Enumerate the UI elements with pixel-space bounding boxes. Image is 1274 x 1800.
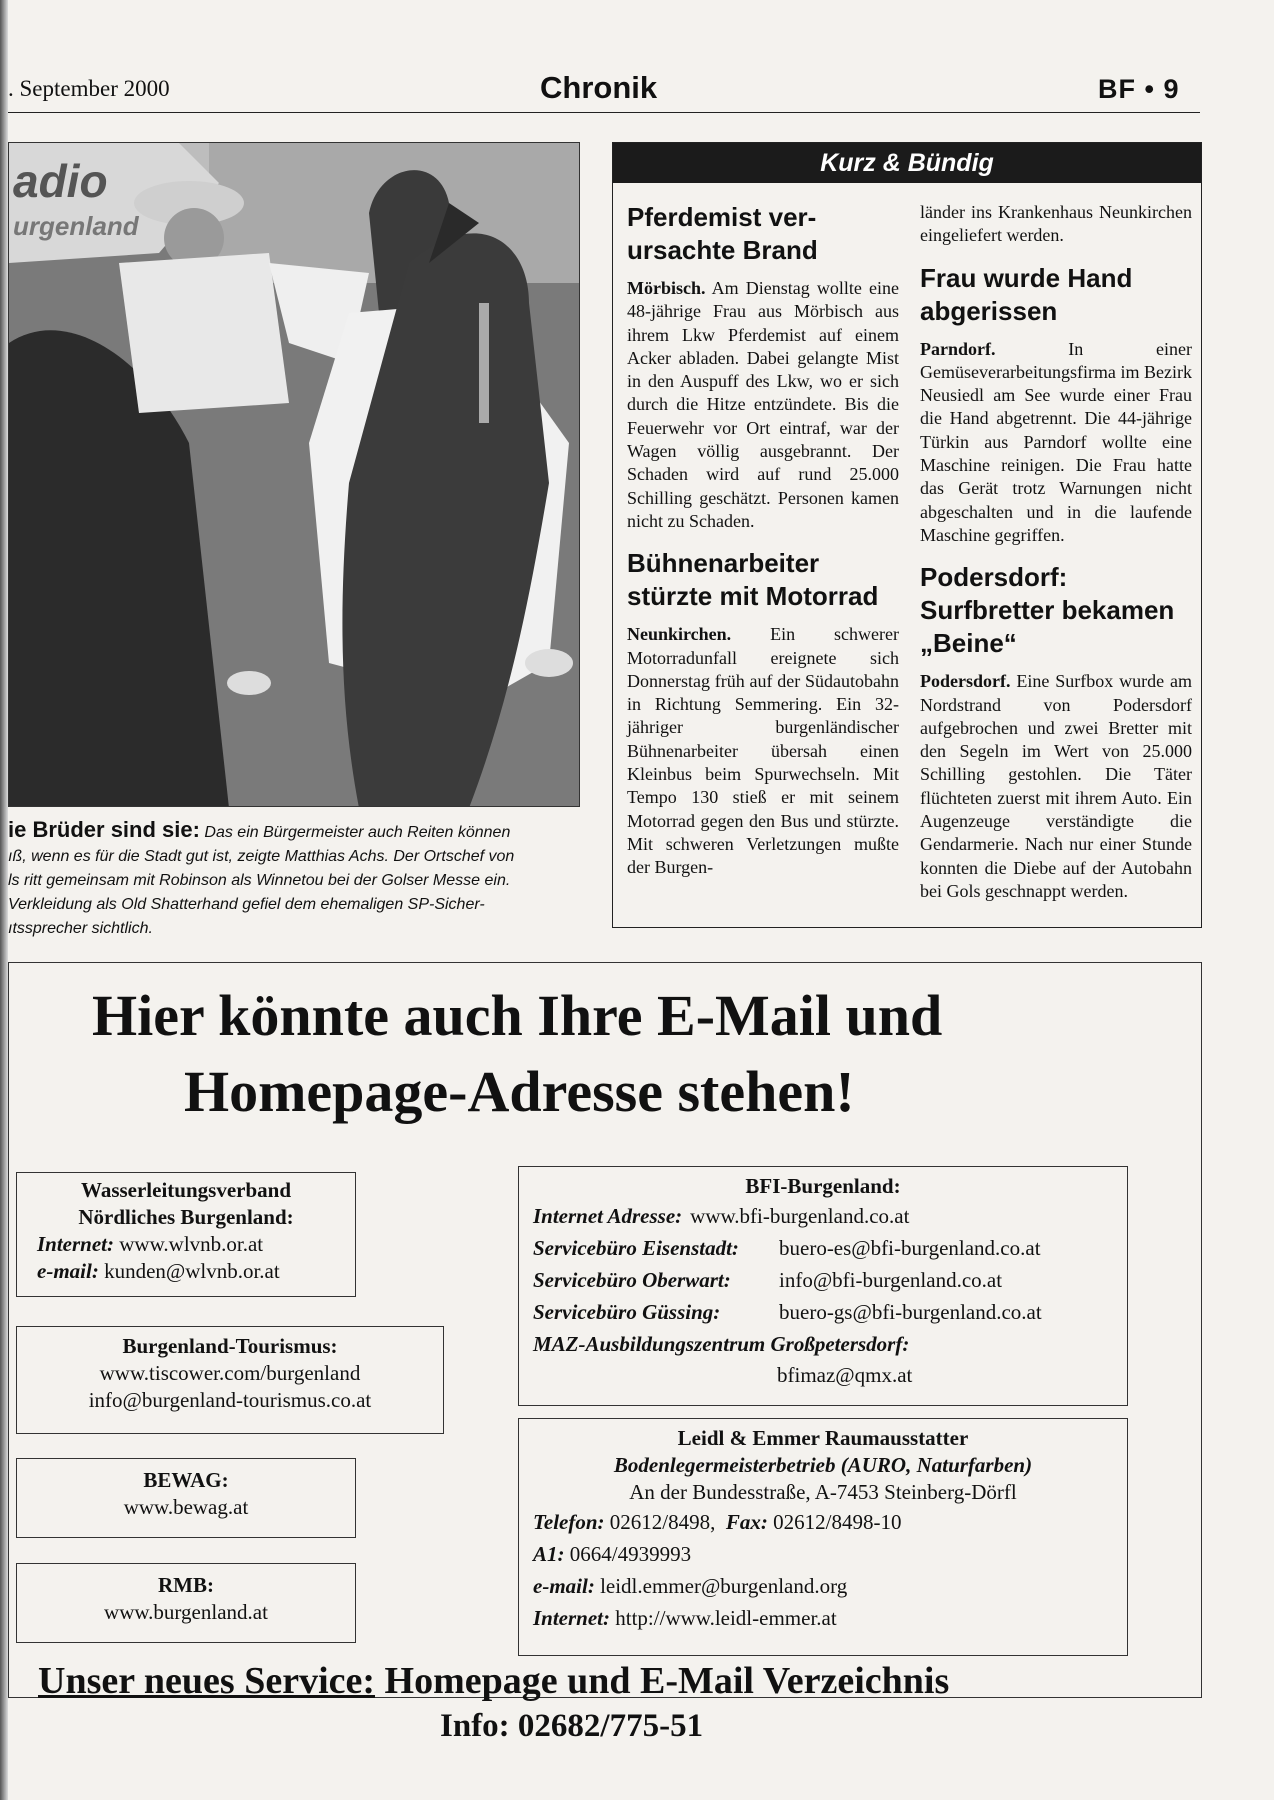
service-label: Unser neues Service: <box>38 1660 376 1702</box>
tourismus-listing <box>16 1326 444 1434</box>
section-title: Chronik <box>540 70 658 105</box>
banner-text: adio <box>13 155 108 207</box>
header-rule <box>8 112 1200 113</box>
listing-label: MAZ-Ausbildungszentrum Großpetersdorf: <box>533 1332 910 1356</box>
article-body <box>920 338 1192 548</box>
info-phone: Info: 02682/775-51 <box>440 1708 704 1744</box>
rmb-listing <box>16 1563 356 1643</box>
caption-line: ıß, wenn es für die Stadt gut ist, zeigte Matthias Achs. Der Ortschef von <box>8 848 515 865</box>
article-text: In einer Gemüseverarbeitungsfirma im Bezirk Neusiedl am See wurde einer Frau die Hand abgetrennt. Die 44-jährige Türkin aus Parndorf wollte eine Maschine reinigen. Die Frau hatte das Gerät trotz Warnungen nicht abgeschalten und in die laufende Maschine gegriffen. <box>920 338 1192 545</box>
listing-row <box>17 1258 355 1285</box>
listing-link[interactable]: www.burgenland.at <box>104 1600 268 1624</box>
kurz-buendig-title: Kurz & Bündig <box>613 143 1201 183</box>
listing-label: e-mail: <box>533 1574 595 1598</box>
caption-line: Das ein Bürgermeister auch Reiten können <box>204 824 511 841</box>
ad-headline <box>50 978 1180 1130</box>
listing-row <box>519 1232 1127 1264</box>
article-text: Ein schwerer Motorradunfall ereignete sich Donnerstag früh auf der Südautobahn in Richtung Semmering. Ein 32-jähriger burgenländischer Bühnenarbeiter übersah einen Kleinbus beim Spurwechseln. Mit Tempo 130 stieß er mit seinem Motorrad gegen den Bus und stürzte. Mit schweren Verletzungen mußte der Burgen- <box>627 624 899 878</box>
article-place: Neunkirchen. <box>627 624 732 645</box>
listing-title: Leidl & Emmer Raumausstatter <box>677 1426 969 1450</box>
listing-row <box>519 1602 1127 1634</box>
listing-email[interactable]: buero-es@bfi-burgenland.co.at <box>779 1236 1041 1260</box>
news-column-2 <box>920 201 1192 917</box>
article-place: Parndorf. <box>920 338 996 359</box>
listing-email[interactable]: leidl.emmer@burgenland.org <box>600 1574 848 1598</box>
article-body <box>627 277 899 533</box>
listing-label: Servicebüro Eisenstadt: <box>533 1236 739 1260</box>
listing-row <box>519 1570 1127 1602</box>
article-headline: Podersdorf: Surfbretter bekamen „Beine“ <box>920 562 1175 659</box>
listing-email[interactable]: bfimaz@qmx.at <box>777 1363 913 1387</box>
listing-row <box>519 1538 1127 1570</box>
listing-title: BFI-Burgenland: <box>745 1174 901 1198</box>
wlv-listing <box>16 1172 356 1297</box>
listing-phone[interactable]: 02612/8498, <box>609 1510 716 1534</box>
page-number: BF • 9 <box>1098 74 1180 104</box>
article-body <box>920 670 1192 903</box>
listing-title: RMB: <box>158 1573 214 1597</box>
listing-row <box>519 1200 1127 1232</box>
article-body <box>627 623 899 879</box>
listing-fax: 02612/8498-10 <box>773 1510 902 1534</box>
caption-line: Verkleidung als Old Shatterhand gefiel dem ehemaligen SP-Sicher- <box>8 896 485 913</box>
caption-line: ls ritt gemeinsam mit Robinson als Winnetou bei der Golser Messe ein. <box>8 872 511 889</box>
ad-headline-line-1: Hier könnte auch Ihre E-Mail und <box>92 983 943 1048</box>
article-headline: Frau wurde Hand abgerissen <box>920 262 1133 326</box>
article-text: Eine Surfbox wurde am Nordstrand von Podersdorf aufgebrochen und zwei Bretter mit den Segeln im Wert von 25.000 Schilling gestohlen. Die Täter flüchteten zuerst mit ihrem Auto. Ein Augenzeuge verständigte die Gendarmerie. Nach nur einer Stunde konnten die Diebe auf der Autobahn bei Gols geschnappt werden. <box>920 671 1192 901</box>
listing-title: Nördliches Burgenland: <box>78 1205 294 1229</box>
bewag-listing <box>16 1458 356 1538</box>
listing-row <box>519 1328 1127 1360</box>
listing-label: Servicebüro Güssing: <box>533 1300 721 1324</box>
listing-email[interactable]: buero-gs@bfi-burgenland.co.at <box>779 1300 1042 1324</box>
listing-link[interactable]: www.bewag.at <box>123 1495 249 1519</box>
listing-subtitle: Bodenlegermeisterbetrieb (AURO, Naturfarben) <box>613 1453 1033 1477</box>
listing-email[interactable]: kunden@wlvnb.or.at <box>104 1259 280 1283</box>
article-place: Podersdorf. <box>920 671 1011 692</box>
article-place: Mörbisch. <box>627 278 706 298</box>
listing-link[interactable]: www.tiscower.com/burgenland <box>99 1361 361 1385</box>
bfi-listing <box>518 1166 1128 1406</box>
listing-link[interactable]: www.wlvnb.or.at <box>119 1232 264 1256</box>
news-photo <box>8 142 580 807</box>
photo-caption <box>8 818 580 941</box>
listing-row <box>519 1296 1127 1328</box>
listing-label: Internet Adresse: <box>533 1204 683 1228</box>
news-column-1 <box>627 201 899 894</box>
banner-text-2: urgenland <box>13 211 139 241</box>
page-edge-shadow <box>0 0 8 1800</box>
ad-headline-line-2: Homepage-Adresse stehen! <box>184 1059 855 1124</box>
listing-label: Fax: <box>725 1510 768 1534</box>
listing-label: A1: <box>533 1542 565 1566</box>
listing-label: Telefon: <box>533 1510 605 1534</box>
listing-link[interactable]: www.bfi-burgenland.co.at <box>690 1204 910 1228</box>
article-headline: Bühnenarbeiter stürzte mit Motorrad <box>627 548 879 612</box>
article-continuation: länder ins Krankenhaus Neunkirchen eingeliefert werden. <box>920 202 1192 246</box>
listing-label: Internet: <box>37 1232 115 1256</box>
listing-row <box>17 1231 355 1258</box>
listing-email[interactable]: info@burgenland-tourismus.co.at <box>88 1388 372 1412</box>
leidl-emmer-listing <box>518 1418 1128 1656</box>
listing-row <box>519 1264 1127 1296</box>
listing-phone[interactable]: 0664/4939993 <box>569 1542 692 1566</box>
caption-line: ıtssprecher sichtlich. <box>8 920 153 937</box>
listing-label: e-mail: <box>37 1259 99 1283</box>
listing-title: Burgenland-Tourismus: <box>122 1334 338 1358</box>
listing-row <box>519 1506 1127 1538</box>
listing-title: Wasserleitungsverband <box>80 1178 292 1202</box>
service-text: Homepage und E-Mail Verzeichnis <box>384 1660 950 1702</box>
caption-lead: ie Brüder sind sie: <box>8 817 200 842</box>
listing-label: Servicebüro Oberwart: <box>533 1268 731 1292</box>
article-text: Am Dienstag wollte eine 48-jährige Frau aus Mörbisch aus ihrem Lkw Pferdemist auf einem Acker abladen. Dabei gelangte Mist in den Auspuff des Lkw, wo er sich durch die Hitze entzündete. Bis die Feuerwehr vor Ort eintraf, war der Wagen völlig ausgebrannt. Der Schaden wird auf rund 25.000 Schilling geschätzt. Personen kamen nicht zu Schaden. <box>627 278 899 531</box>
listing-label: Internet: <box>533 1606 611 1630</box>
service-line <box>38 1658 949 1704</box>
article-headline: Pferdemist ver-ursachte Brand <box>627 202 818 265</box>
kurz-buendig-box <box>612 142 1202 928</box>
issue-date: . September 2000 <box>8 76 170 101</box>
listing-title: BEWAG: <box>143 1468 229 1492</box>
listing-address: An der Bundesstraße, A-7453 Steinberg-Dörfl <box>629 1480 1017 1504</box>
listing-email[interactable]: info@bfi-burgenland.co.at <box>779 1268 1003 1292</box>
listing-link[interactable]: http://www.leidl-emmer.at <box>615 1606 837 1630</box>
